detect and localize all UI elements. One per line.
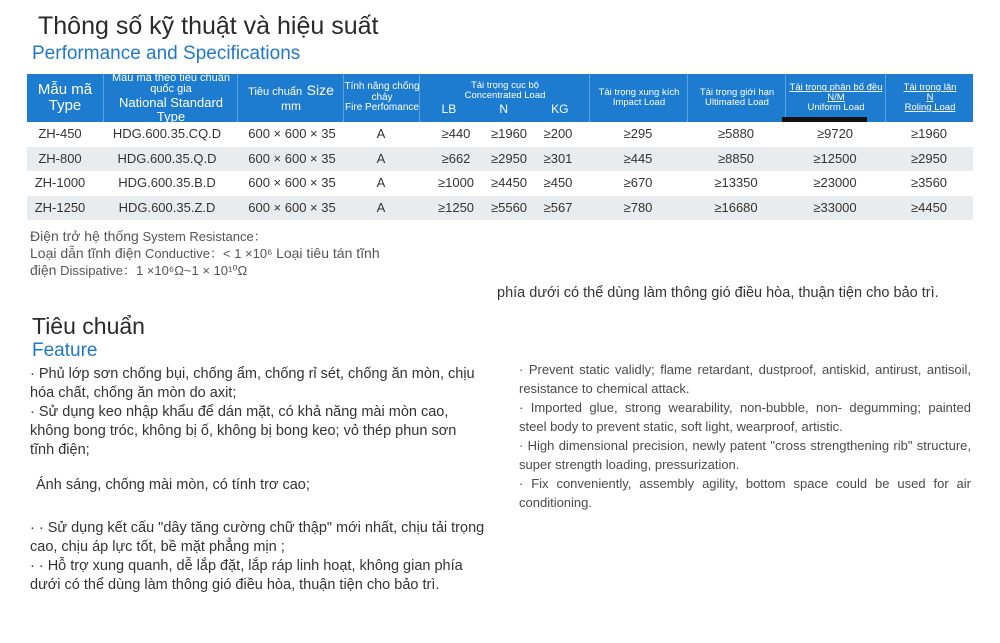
cell-type: ZH-800 xyxy=(38,150,82,166)
cell-national: HDG.600.35.Q.D xyxy=(117,150,217,166)
header-ultimate xyxy=(687,74,786,122)
sys-res-line2-tail: Loại tiêu tán tĩnh xyxy=(276,245,380,261)
cell-ultimate: ≥8850 xyxy=(717,150,755,166)
feature-vi-block-3: · · Sử dụng kết cấu "dây tăng cường chữ thập" mới nhất, chịu tải trọng cao, chịu áp lực tốt, bề mặt phẳng mịn ; · · Hỗ trợ xung quanh, dễ lắp đặt, lắp ráp linh hoạt, không gian phía dưới có thể dùng làm thông gió điều hòa, thuận tiện cho bảo trì. xyxy=(30,520,485,593)
header-national xyxy=(103,71,238,124)
header-size-unit: mm xyxy=(281,99,301,114)
header-size-en: Size xyxy=(306,82,334,99)
cell-uniform: ≥33000 xyxy=(813,199,857,215)
cell-n: ≥1960 xyxy=(490,126,528,141)
header-impact-vi: Tải trọng xung kích xyxy=(598,87,680,99)
cell-uniform: ≥23000 xyxy=(813,175,857,190)
cell-impact: ≥295 xyxy=(623,126,653,141)
header-unit-kg: KG xyxy=(551,101,569,116)
cell-kg: ≥200 xyxy=(543,126,573,141)
spec-table xyxy=(27,71,973,220)
sys-res-line3-vi: điện xyxy=(30,262,57,278)
header-uniform-unit: N/M xyxy=(827,92,845,104)
header-ultimate-vi: Tải trọng giới hạn xyxy=(699,87,775,99)
table-header xyxy=(27,71,973,124)
cell-size: 600 × 600 × 35 xyxy=(248,175,336,190)
cell-size: 600 × 600 × 35 xyxy=(248,199,336,215)
cell-rolling: ≥4450 xyxy=(910,199,948,215)
header-rolling-en: Roling Load xyxy=(904,101,956,113)
cell-fire: A xyxy=(376,175,386,190)
header-uniform-en: Uniform Load xyxy=(807,101,865,113)
cell-rolling: ≥3560 xyxy=(910,175,948,190)
header-ultimate-en: Ultimated Load xyxy=(705,97,769,108)
header-impact xyxy=(589,74,688,122)
cell-kg: ≥450 xyxy=(543,175,573,190)
sys-res-line2-en: Conductive：< 1 ×10⁶ xyxy=(144,246,273,261)
header-concentrated-vi: Tải trọng cục bộ xyxy=(470,79,540,91)
header-fire-en: Fire Perfomance xyxy=(345,102,419,114)
cell-impact: ≥780 xyxy=(623,199,653,215)
table-row xyxy=(27,171,973,196)
header-size-vi: Tiêu chuẩn xyxy=(248,86,303,99)
feature-vi-block-1: · Phủ lớp sơn chống bụi, chống ẩm, chống rỉ sét, chống ăn mòn, chịu hóa chất, chống ăn mòn do axit; · Sử dụng keo nhập khẩu để dán mặt, có khả năng mài mòn cao, không bong tróc, không bị ố, không bị bong keo; vỏ thép phun sơn tĩnh điện; xyxy=(30,366,475,458)
header-type xyxy=(27,74,103,122)
feature-en-item: · Fix conveniently, assembly agility, bottom space could be used for air conditioning. xyxy=(519,476,971,510)
cell-national: HDG.600.35.CQ.D xyxy=(112,126,222,141)
feature-en-item: · Imported glue, strong wearability, non-bubble, non- degumming; painted steel body to prevent static, soft light, wearproof, artistic. xyxy=(519,400,971,434)
sys-res-line1-en: System Resistance： xyxy=(142,229,267,244)
cell-uniform: ≥12500 xyxy=(813,150,857,166)
cell-rolling: ≥1960 xyxy=(910,126,948,141)
right-top-text: phía dưới có thể dùng làm thông gió điều hòa, thuận tiện cho bảo trì. xyxy=(497,285,939,301)
cell-size: 600 × 600 × 35 xyxy=(248,126,336,141)
table-row xyxy=(27,196,973,221)
header-concentrated xyxy=(419,74,590,122)
cell-type: ZH-450 xyxy=(38,126,82,141)
cell-fire: A xyxy=(376,199,386,215)
cell-n: ≥2950 xyxy=(490,150,528,166)
header-concentrated-en: Concentrated Load xyxy=(464,89,546,101)
header-type-vi: Mẫu mã xyxy=(37,81,93,99)
cell-ultimate: ≥16680 xyxy=(714,199,758,215)
sys-res-line1-vi: Điện trở hệ thống xyxy=(30,228,139,244)
header-rolling-vi: Tải trọng lăn xyxy=(903,82,957,94)
sys-res-line2-vi: Loại dẫn tĩnh điện xyxy=(30,245,142,261)
cell-n: ≥5560 xyxy=(490,199,528,215)
header-fire-vi: Tính năng chống cháy xyxy=(344,81,420,103)
cell-national: HDG.600.35.Z.D xyxy=(118,199,216,215)
cell-kg: ≥301 xyxy=(543,150,573,166)
feature-vi-block-2: Ánh sáng, chống mài mòn, có tính trơ cao; xyxy=(36,477,310,493)
header-uniform xyxy=(785,74,886,122)
cell-type: ZH-1250 xyxy=(34,199,86,215)
cell-size: 600 × 600 × 35 xyxy=(248,150,336,166)
feature-title-vi: Tiêu chuẩn xyxy=(32,313,145,339)
cell-uniform: ≥9720 xyxy=(816,126,854,141)
cell-lb: ≥662 xyxy=(441,150,471,166)
feature-en-item: · Prevent static validly; flame retardant, dustproof, antiskid, antirust, antisoil, resistance to chemical attack. xyxy=(519,362,971,396)
feature-en-item: · High dimensional precision, newly patent "cross strengthening rib" structure, super strength loading, pressurization. xyxy=(519,438,971,472)
cell-ultimate: ≥5880 xyxy=(717,126,755,141)
header-type-en: Type xyxy=(48,97,82,114)
feature-en-list xyxy=(519,360,971,512)
page-title-vi: Thông số kỹ thuật và hiệu suất xyxy=(38,12,379,40)
cell-type: ZH-1000 xyxy=(34,175,86,190)
sys-res-line3-en: Dissipative：1 ×10⁶Ω~1 × 10¹⁰Ω xyxy=(60,263,248,278)
cell-kg: ≥567 xyxy=(543,199,573,215)
cell-n: ≥4450 xyxy=(490,175,528,190)
cell-impact: ≥670 xyxy=(623,175,653,190)
cell-fire: A xyxy=(376,150,386,166)
cell-rolling: ≥2950 xyxy=(910,150,948,166)
header-unit-n: N xyxy=(499,101,508,116)
header-impact-en: Impact Load xyxy=(612,97,666,108)
cell-lb: ≥1000 xyxy=(437,175,475,190)
header-rolling xyxy=(885,74,974,122)
header-rolling-unit: N xyxy=(926,92,934,104)
header-national-en: National Standard Type xyxy=(118,94,224,124)
header-national-vi: Mẫu mã theo tiêu chuẩn quốc gia xyxy=(111,71,231,96)
header-unit-lb: LB xyxy=(441,101,457,116)
cell-lb: ≥1250 xyxy=(437,199,475,215)
cell-ultimate: ≥13350 xyxy=(714,175,758,190)
system-resistance xyxy=(30,228,380,279)
page-title-en: Performance and Specifications xyxy=(32,43,301,64)
header-uniform-vi: Tải trọng phân bố đều xyxy=(789,82,883,94)
header-size xyxy=(237,74,344,122)
table-row xyxy=(27,122,973,147)
cell-fire: A xyxy=(376,126,386,141)
cell-impact: ≥445 xyxy=(623,150,653,166)
header-fire xyxy=(343,74,420,122)
cell-national: HDG.600.35.B.D xyxy=(118,175,216,190)
cell-lb: ≥440 xyxy=(441,126,471,141)
feature-title-en: Feature xyxy=(32,340,98,361)
table-row xyxy=(27,147,973,172)
